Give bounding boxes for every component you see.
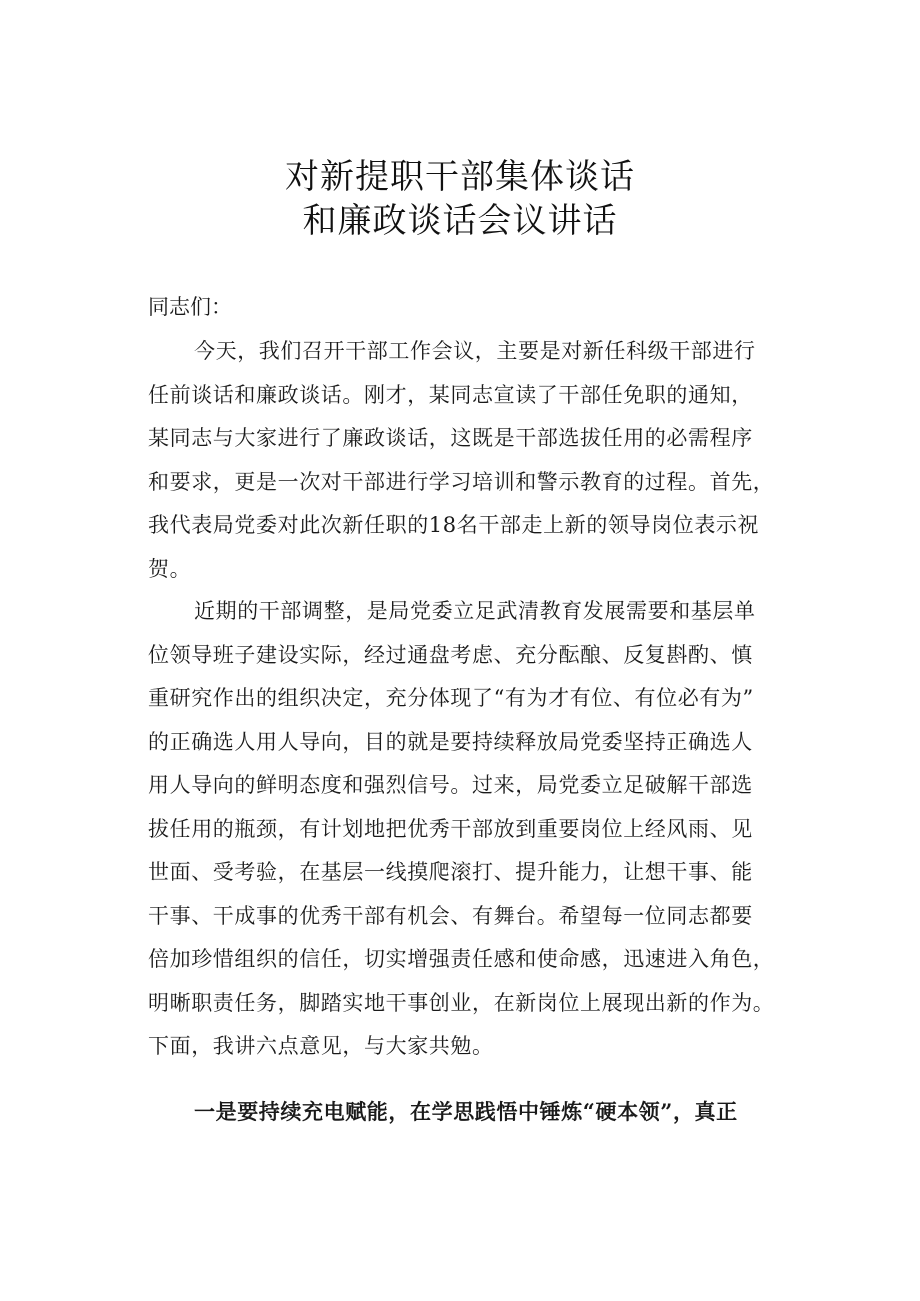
paragraph-line: 我代表局党委对此次新任职的18名干部走上新的领导岗位表示祝 (148, 513, 760, 537)
paragraph-line: 一是要持续充电赋能，在学思践悟中锤炼“硬本领”，真正 (194, 1099, 738, 1124)
paragraph-line: 干事、干成事的优秀干部有机会、有舞台。希望每一位同志都要 (148, 903, 753, 928)
paragraph-line: 某同志与大家进行了廉政谈话，这既是干部选拔任用的必需程序 (148, 426, 753, 450)
paragraph-line: 重研究作出的组织决定，充分体现了“有为才有位、有位必有为” (148, 686, 754, 710)
document-title-line-1: 对新提职干部集体谈话 (285, 157, 635, 197)
paragraph-line: 用人导向的鲜明态度和强烈信号。过来，局党委立足破解干部选 (148, 773, 753, 797)
paragraph-line: 位领导班子建设实际，经过通盘考虑、充分酝酿、反复斟酌、慎 (148, 642, 753, 667)
salutation: 同志们： (148, 295, 232, 319)
paragraph-line: 近期的干部调整，是局党委立足武清教育发展需要和基层单 (194, 599, 756, 623)
paragraph-line: 今天，我们召开干部工作会议，主要是对新任科级干部进行 (194, 339, 756, 363)
paragraph-line: 倍加珍惜组织的信任，切实增强责任感和使命感，迅速进入角色， (148, 947, 775, 971)
paragraph-2 (148, 590, 808, 1069)
paragraph-line: 贺。 (148, 556, 192, 581)
paragraph-line: 下面，我讲六点意见，与大家共勉。 (148, 1034, 494, 1058)
document-title-line-2: 和廉政谈话会议讲话 (302, 201, 618, 241)
paragraph-line: 的正确选人用人导向，目的就是要持续释放局党委坚持正确选人 (148, 729, 753, 754)
paragraph-line: 和要求，更是一次对干部进行学习培训和警示教育的过程。首先， (148, 469, 775, 494)
paragraph-3-heading (148, 1090, 808, 1134)
paragraph-line: 拔任用的瓶颈，有计划地把优秀干部放到重要岗位上经风雨、见 (148, 816, 753, 841)
paragraph-line: 世面、受考验，在基层一线摸爬滚打、提升能力，让想干事、能 (148, 860, 753, 884)
paragraph-1 (148, 330, 808, 591)
paragraph-line: 明晰职责任务，脚踏实地干事创业，在新岗位上展现出新的作为。 (148, 990, 775, 1015)
paragraph-line: 任前谈话和廉政谈话。刚才，某同志宣读了干部任免职的通知， (148, 382, 753, 407)
